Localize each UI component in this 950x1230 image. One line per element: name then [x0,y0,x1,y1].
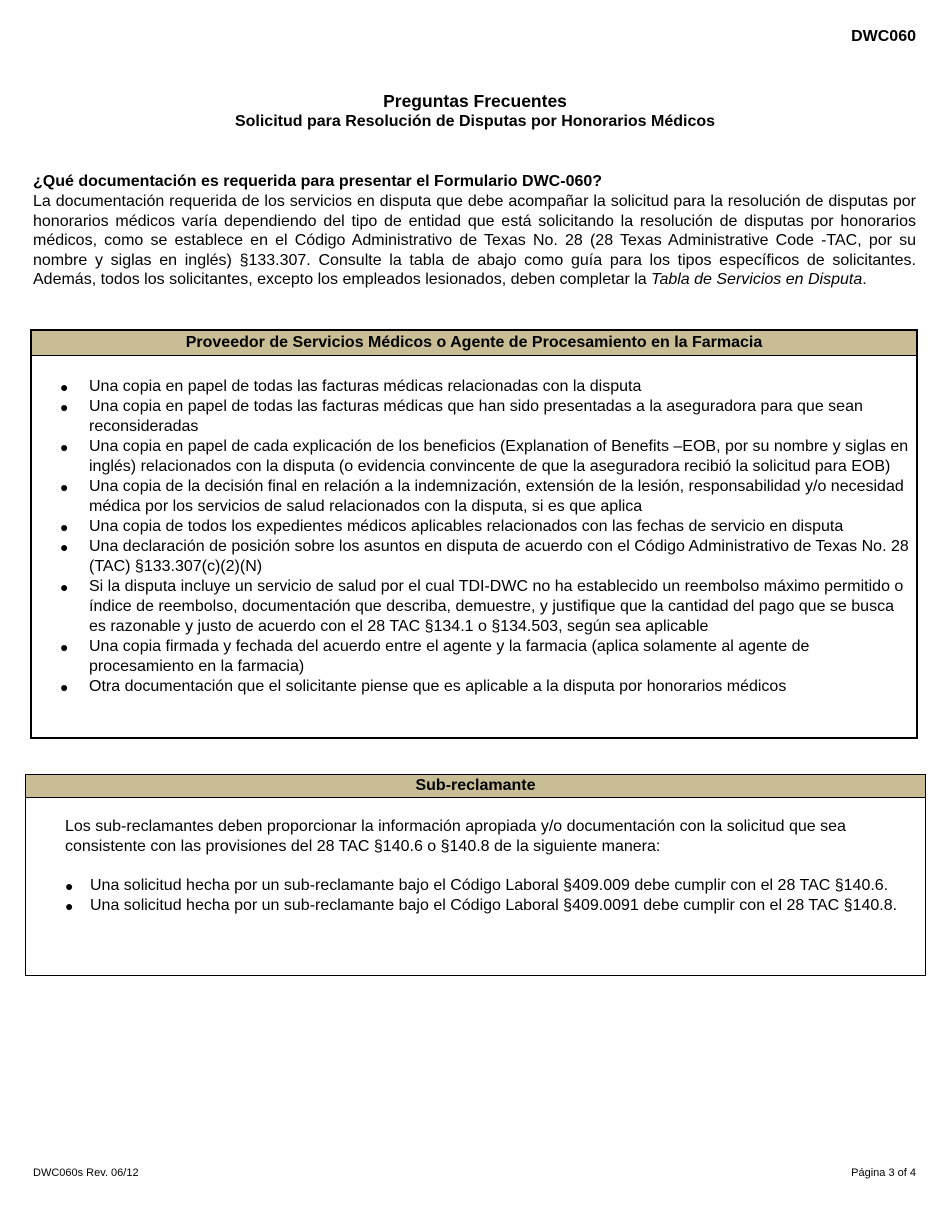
bullet-icon: ● [60,399,69,415]
list-item-text: Una copia en papel de todas las facturas médicas relacionadas con la disputa [89,378,642,395]
subclaimant-box [25,774,926,976]
list-item [60,517,910,537]
list-item-text: Si la disputa incluye un servicio de salud por el cual TDI-DWC no ha establecido un reembolso máximo permitido o índice de reembolso, documentación que describa, demuestre, y justifique que la cantidad del pago que se busca es razonable y justo de acuerdo con el 28 TAC §134.1 o §134.503, según sea aplicable [89,578,904,635]
subclaimant-box-heading: Sub-reclamante [26,775,925,798]
section-question: ¿Qué documentación es requerida para presentar el Formulario DWC-060? [33,173,603,190]
intro-end: . [862,271,867,289]
list-item-text: Una copia en papel de todas las facturas médicas que han sido presentadas a la aseguradora para que sean reconsideradas [89,398,863,435]
provider-box [30,329,918,739]
list-item [65,876,915,896]
footer-page-number: Página 3 of 4 [851,1167,916,1179]
provider-box-heading: Proveedor de Servicios Médicos o Agente de Procesamiento en la Farmacia [32,331,916,356]
list-item-text: Una copia en papel de cada explicación de los beneficios (Explanation of Benefits –EOB, por su nombre y siglas en inglés) relacionados con la disputa (o evidencia convincente de que la aseguradora recibió la solicitud para EOB) [89,438,909,475]
list-item [60,397,910,437]
intro-text: La documentación requerida de los servicios en disputa que debe acompañar la solicitud para la resolución de disputas por honorarios médicos varía dependiendo del tipo de entidad que está solicitando la resolución de disputas por honorarios médicos, como se establece en el Código Administrativo de Texas No. 28 (28 Texas Administrative Code -TAC, por su nombre y siglas en inglés) §133.307. Consulte la tabla de abajo como guía para los tipos específicos de solicitantes. Además, todos los solicitantes, excepto los empleados lesionados, deben completar la [33,193,916,289]
list-item-text: Una copia de todos los expedientes médicos aplicables relacionados con las fechas de servicio en disputa [89,518,844,535]
list-item-text: Una copia firmada y fechada del acuerdo entre el agente y la farmacia (aplica solamente al agente de procesamiento en la farmacia) [89,638,810,675]
bullet-icon: ● [60,519,69,535]
bullet-icon: ● [60,479,69,495]
list-item [60,477,910,517]
list-item [65,896,915,916]
list-item [60,437,910,477]
bullet-icon: ● [60,539,69,555]
bullet-icon: ● [60,439,69,455]
bullet-icon: ● [60,679,69,695]
list-item [60,677,910,697]
list-item-text: Una solicitud hecha por un sub-reclamante bajo el Código Laboral §409.0091 debe cumplir con el 28 TAC §140.8. [90,897,898,914]
provider-list [60,377,910,697]
list-item-text: Una copia de la decisión final en relación a la indemnización, extensión de la lesión, responsabilidad y/o necesidad médica por los servicios de salud relacionados con la disputa, si es que aplica [89,478,904,515]
bullet-icon: ● [60,579,69,595]
list-item-text: Una solicitud hecha por un sub-reclamante bajo el Código Laboral §409.009 debe cumplir con el 28 TAC §140.6. [90,877,889,894]
bullet-icon: ● [65,878,74,894]
form-code: DWC060 [851,28,916,45]
subclaimant-list [65,876,915,916]
list-item-text: Otra documentación que el solicitante piense que es aplicable a la disputa por honorarios médicos [89,678,787,695]
footer-revision: DWC060s Rev. 06/12 [33,1167,139,1179]
page-subtitle: Solicitud para Resolución de Disputas por Honorarios Médicos [234,113,716,130]
subclaimant-paragraph: Los sub-reclamantes deben proporcionar la información apropiada y/o documentación con la solicitud que sea consistente con las provisiones del 28 TAC §140.6 o §140.8 de la siguiente manera: [65,818,846,855]
list-item [60,377,910,397]
bullet-icon: ● [65,898,74,914]
intro-paragraph [33,192,916,290]
list-item [60,637,910,677]
list-item-text: Una declaración de posición sobre los asuntos en disputa de acuerdo con el Código Administrativo de Texas No. 28 (TAC) §133.307(c)(2)(N) [89,538,909,575]
list-item [60,577,910,637]
page-title: Preguntas Frecuentes [383,91,567,111]
bullet-icon: ● [60,639,69,655]
intro-italic: Tabla de Servicios en Disputa [651,271,863,289]
bullet-icon: ● [60,379,69,395]
list-item [60,537,910,577]
